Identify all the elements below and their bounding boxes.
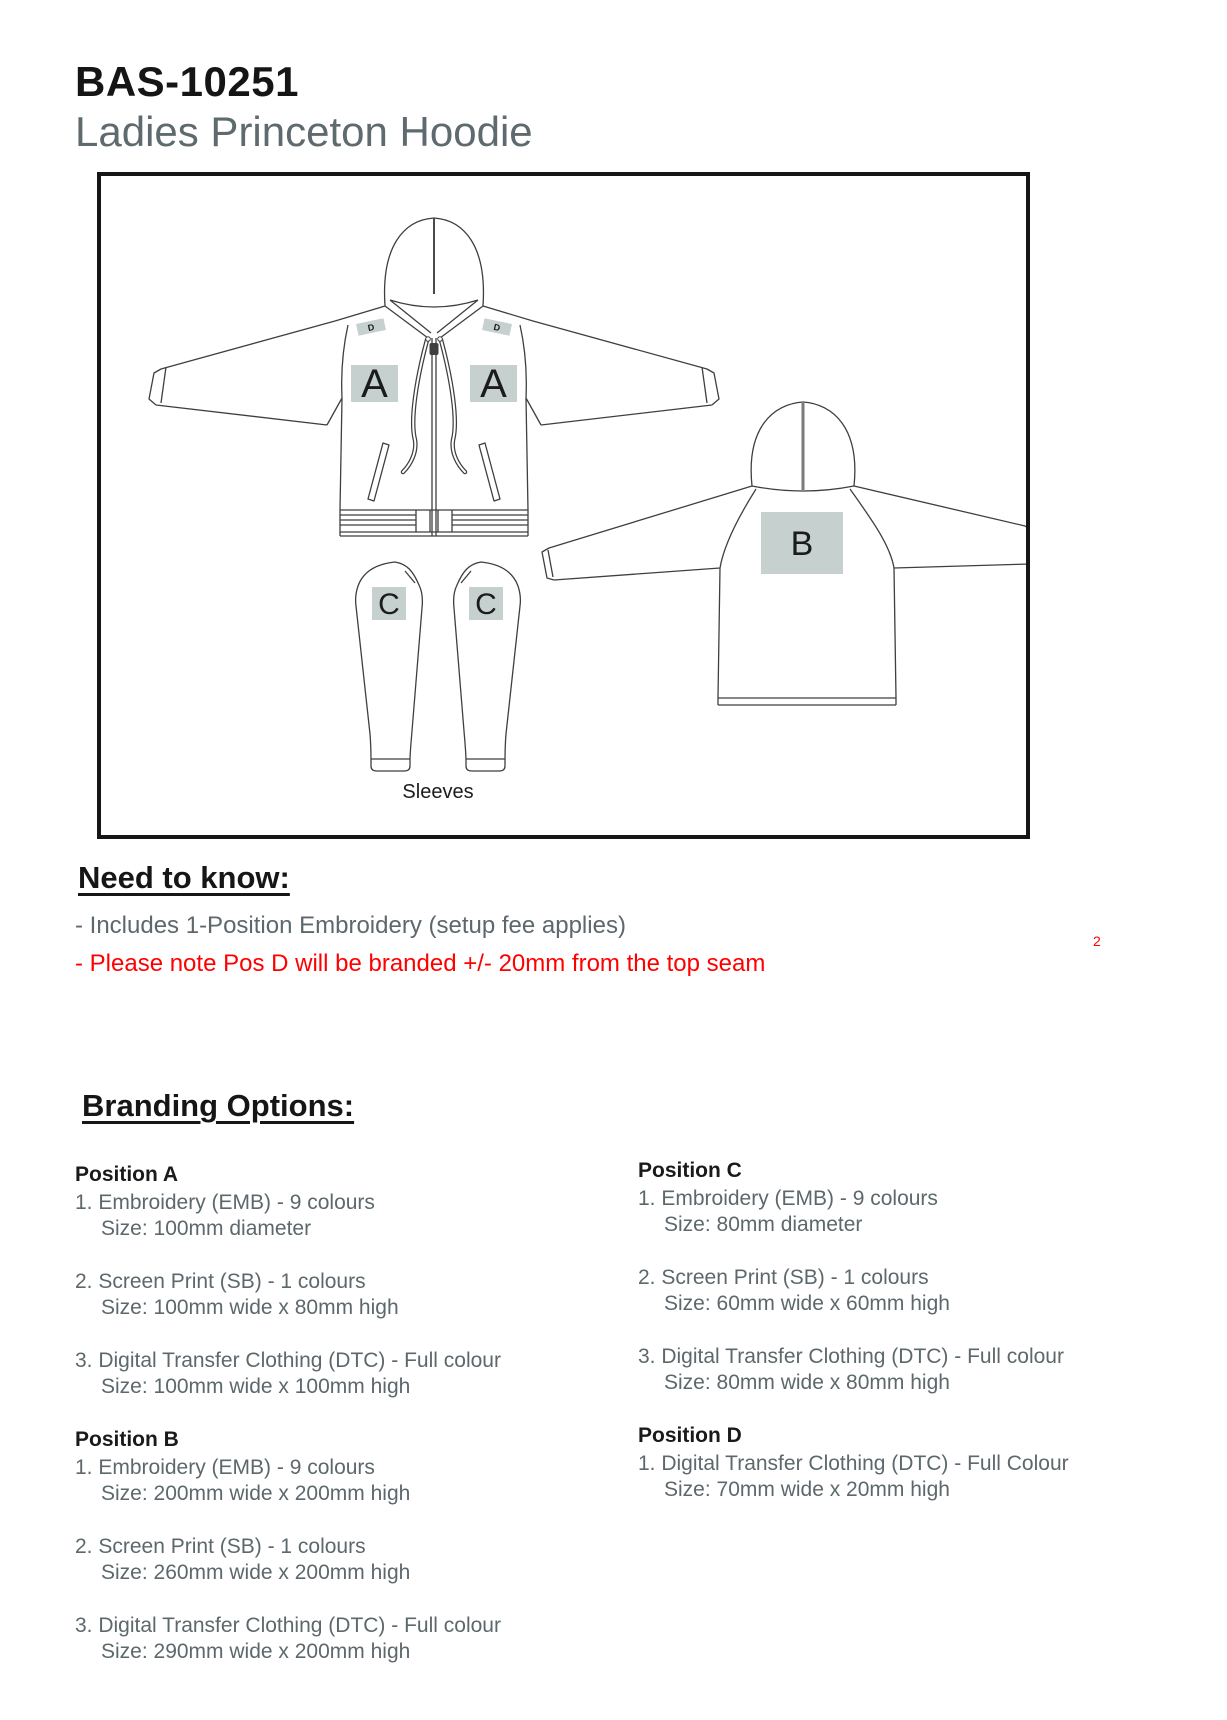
branding-options-heading: Branding Options: (82, 1088, 355, 1123)
branding-size: Size: 70mm wide x 20mm high (664, 1478, 950, 1501)
sleeves-caption: Sleeves (402, 781, 474, 803)
position-b-marker: B (790, 525, 814, 563)
branding-item (638, 1186, 1198, 1238)
branding-item (75, 1613, 635, 1665)
drawstring-outline (403, 340, 465, 472)
branding-item (638, 1265, 1198, 1317)
branding-method: 2. Screen Print (SB) - 1 colours (75, 1270, 366, 1293)
position-c-title: Position C (638, 1159, 742, 1182)
position-b-block (75, 1427, 635, 1665)
note-includes-embroidery: - Includes 1-Position Embroidery (setup fee applies) (75, 912, 626, 939)
drawcord-eyelet-left (426, 337, 431, 342)
product-name: Ladies Princeton Hoodie (75, 108, 533, 155)
branding-item (75, 1455, 635, 1507)
position-b-title: Position B (75, 1428, 179, 1451)
branding-size: Size: 60mm wide x 60mm high (664, 1292, 950, 1315)
branding-method: 3. Digital Transfer Clothing (DTC) - Full colour (75, 1349, 501, 1372)
position-d-right-marker: D (492, 321, 502, 334)
branding-method: 3. Digital Transfer Clothing (DTC) - Full colour (638, 1345, 1064, 1368)
position-a-left-marker: A (361, 362, 388, 406)
position-c-right-marker: C (475, 588, 497, 621)
branding-size: Size: 260mm wide x 200mm high (101, 1561, 411, 1584)
position-d-block (638, 1423, 1198, 1503)
back-view (542, 402, 1026, 705)
branding-size: Size: 80mm wide x 80mm high (664, 1371, 950, 1394)
branding-size: Size: 100mm wide x 80mm high (101, 1296, 399, 1319)
position-a-title: Position A (75, 1163, 179, 1186)
branding-size: Size: 80mm diameter (664, 1213, 863, 1236)
garment-diagram (101, 176, 1026, 835)
position-d-right-group (482, 318, 512, 336)
position-c-block (638, 1158, 1198, 1396)
branding-method: 3. Digital Transfer Clothing (DTC) - Full colour (75, 1614, 501, 1637)
drawcord-eyelet-right (438, 337, 443, 342)
position-a-block (75, 1162, 635, 1400)
position-d-title: Position D (638, 1424, 742, 1447)
position-d-left-group (356, 318, 386, 336)
branding-size: Size: 100mm wide x 100mm high (101, 1375, 411, 1398)
note-pos-d-warning: - Please note Pos D will be branded +/- 20mm from the top seam (75, 950, 766, 977)
branding-size: Size: 200mm wide x 200mm high (101, 1482, 411, 1505)
branding-item (75, 1269, 635, 1321)
need-to-know-heading: Need to know: (78, 860, 290, 895)
garment-diagram-frame (97, 172, 1030, 839)
branding-column-left (75, 1162, 635, 1692)
branding-method: 1. Embroidery (EMB) - 9 colours (75, 1456, 375, 1479)
branding-method: 1. Embroidery (EMB) - 9 colours (638, 1187, 938, 1210)
front-view (149, 218, 719, 536)
branding-size: Size: 290mm wide x 200mm high (101, 1640, 411, 1663)
branding-method: 2. Screen Print (SB) - 1 colours (75, 1535, 366, 1558)
branding-item (75, 1190, 635, 1242)
position-c-left-marker: C (378, 588, 400, 621)
zipper-slider (430, 343, 439, 355)
branding-size: Size: 100mm diameter (101, 1217, 312, 1240)
branding-method: 1. Embroidery (EMB) - 9 colours (75, 1191, 375, 1214)
product-sku: BAS-10251 (75, 58, 299, 105)
branding-item (75, 1348, 635, 1400)
branding-item (638, 1344, 1198, 1396)
page-number: 2 (1093, 933, 1101, 949)
position-a-right-marker: A (480, 362, 507, 406)
branding-method: 2. Screen Print (SB) - 1 colours (638, 1266, 929, 1289)
position-d-left-marker: D (366, 321, 376, 334)
sleeves-view (356, 562, 521, 803)
branding-item (638, 1451, 1198, 1503)
branding-method: 1. Digital Transfer Clothing (DTC) - Full Colour (638, 1452, 1069, 1475)
branding-column-right (638, 1158, 1198, 1530)
branding-item (75, 1534, 635, 1586)
